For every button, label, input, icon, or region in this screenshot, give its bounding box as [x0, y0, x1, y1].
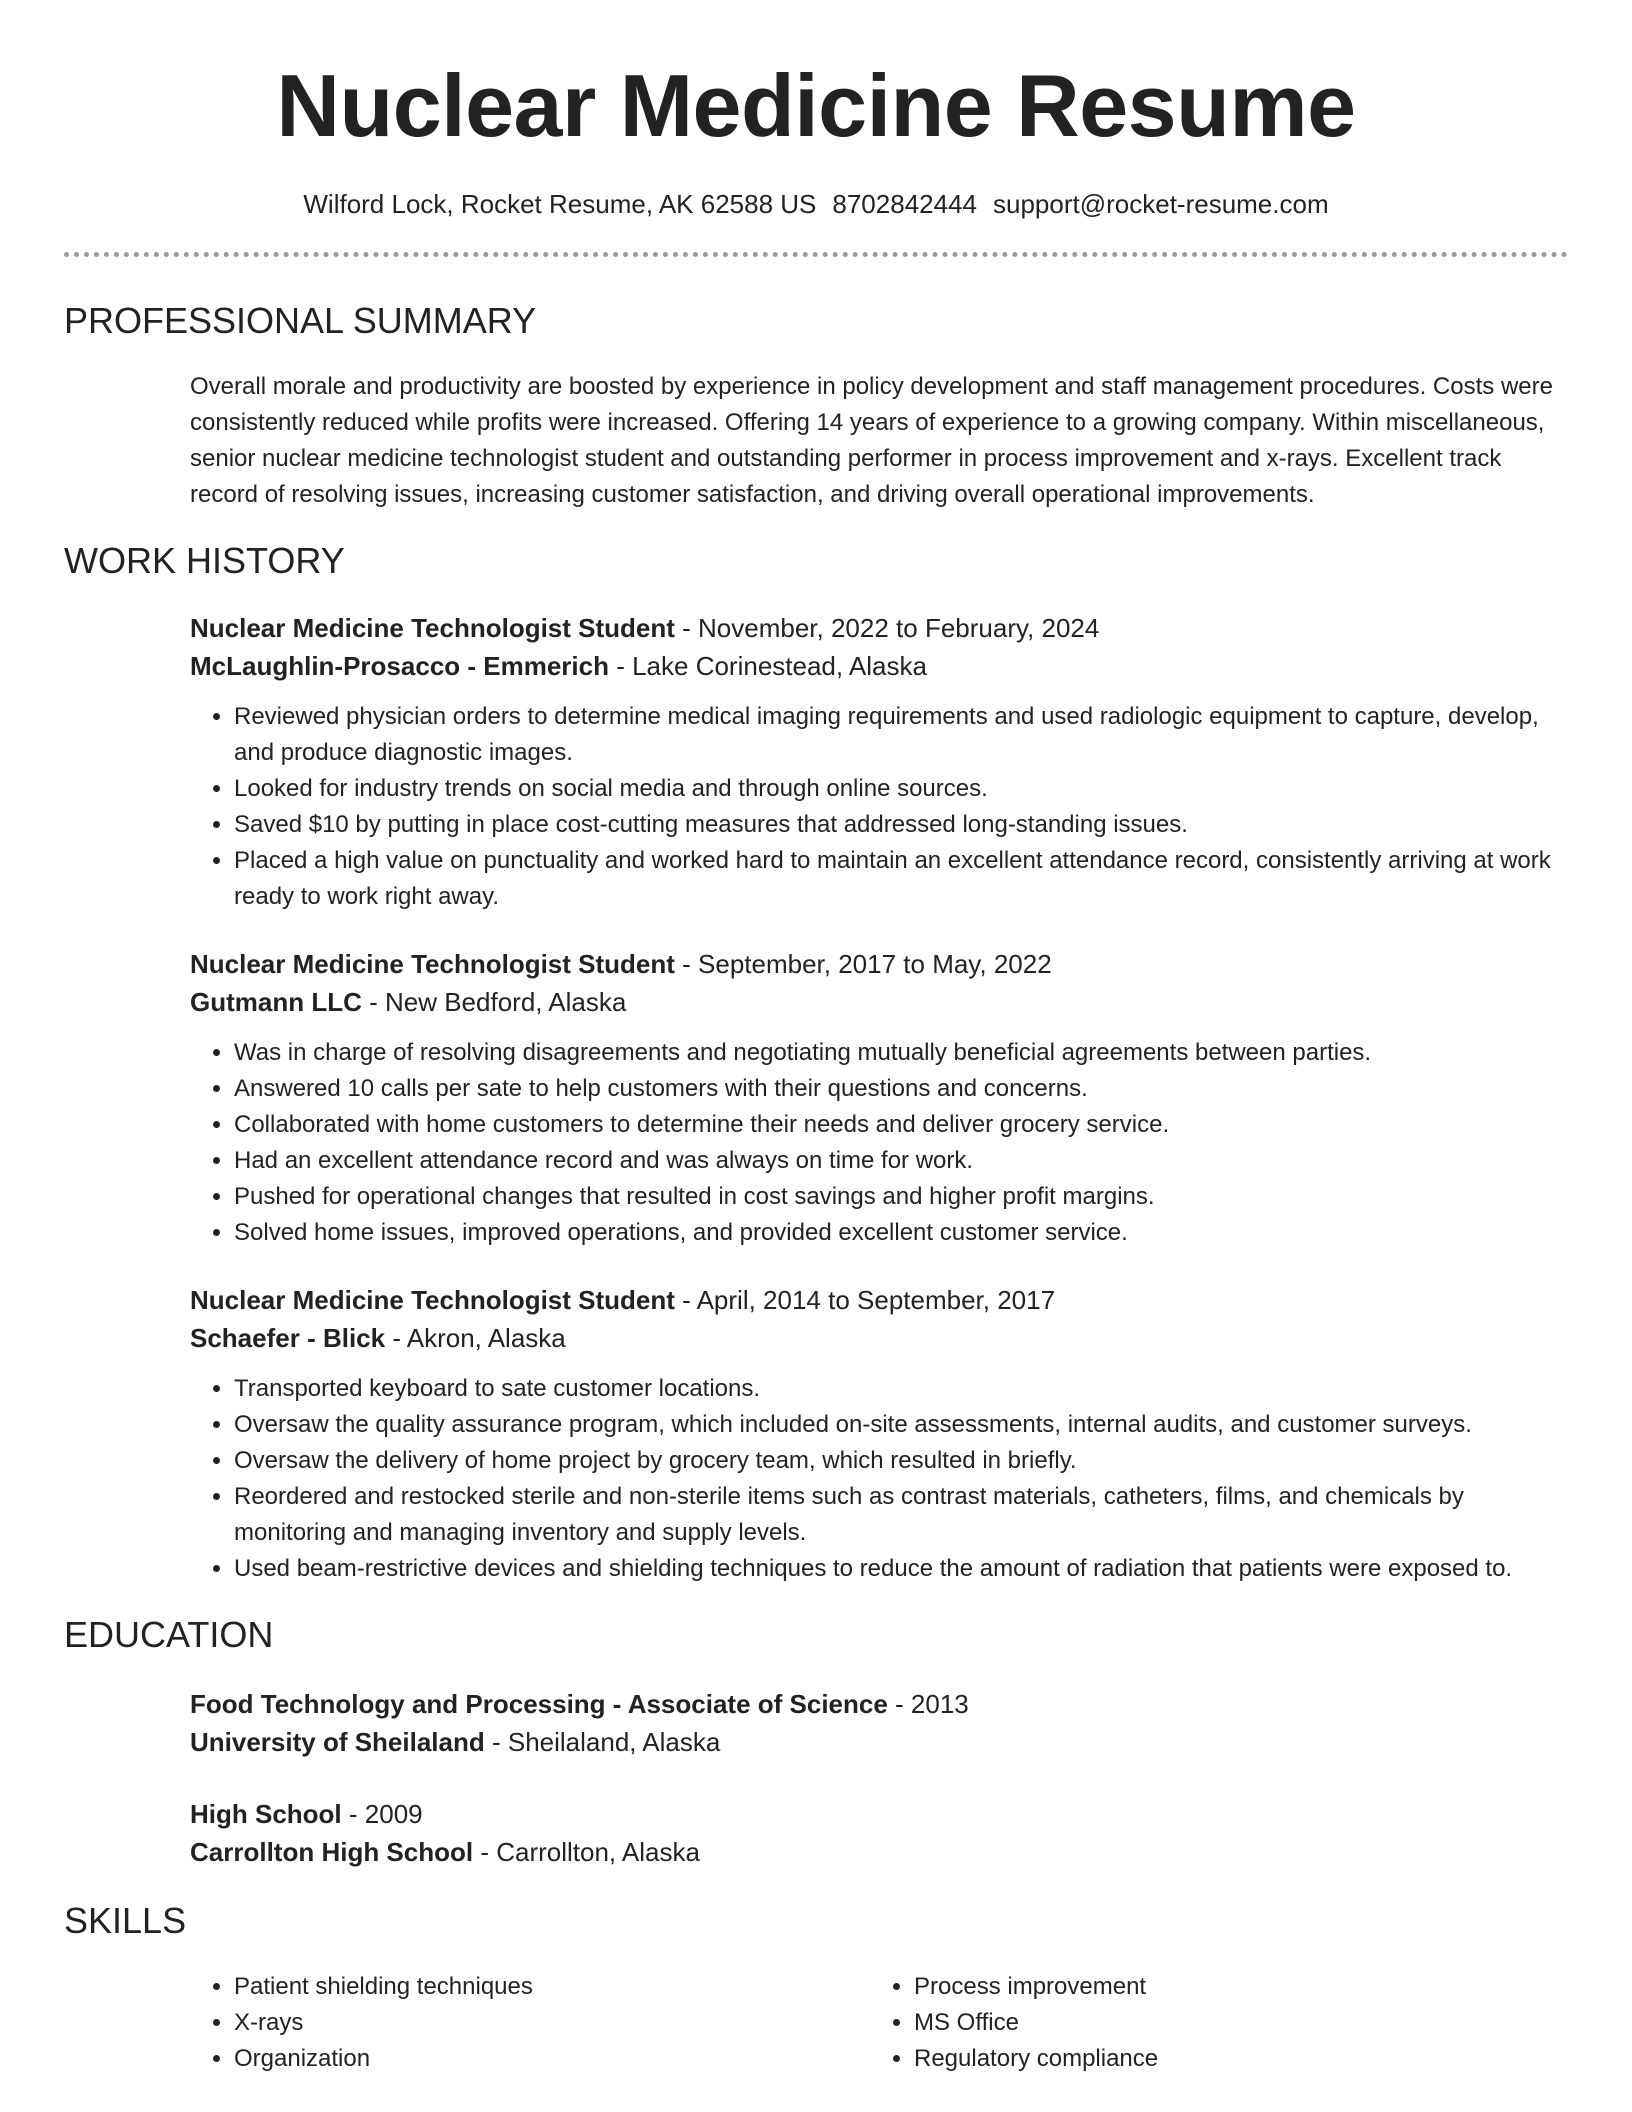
- school-line: [190, 1723, 1568, 1761]
- header-divider: [64, 252, 1568, 257]
- summary-text: Overall morale and productivity are boosted by experience in policy development and staff management procedures. Costs were consistently reduced while profits were increased. Offering 14 years of experience to a growing company. Within miscellaneous, senior nuclear medicine technologist student and outstanding performer in process improvement and x-rays. Excellent track record of resolving issues, increasing customer satisfaction, and driving overall operational improvements.: [190, 373, 1553, 508]
- job-dates: - September, 2017 to May, 2022: [674, 949, 1052, 979]
- education-heading: EDUCATION: [64, 1614, 274, 1655]
- job-company-line: [190, 1319, 1568, 1357]
- skill-item: • Patient shielding techniques: [234, 1969, 870, 2005]
- education-entry: [190, 1795, 1568, 1871]
- job-bullets: [190, 1371, 1568, 1587]
- contact-line: [64, 188, 1568, 220]
- job-bullet: • Had an excellent attendance record and was always on time for work.: [234, 1143, 1568, 1179]
- school-name: University of Sheilaland: [190, 1727, 485, 1757]
- job-dates: - April, 2014 to September, 2017: [674, 1285, 1056, 1315]
- job-bullets: [190, 1035, 1568, 1251]
- skill-item: • Process improvement: [914, 1969, 1550, 2005]
- degree-line: [190, 1685, 1568, 1723]
- job-bullet: • Reviewed physician orders to determine medical imaging requirements and used radiologic equipment to capture, develop, and produce diagnostic images.: [234, 699, 1568, 771]
- job-entry: [190, 945, 1568, 1251]
- job-location: - New Bedford, Alaska: [361, 987, 627, 1017]
- contact-phone: 8702842444: [832, 189, 977, 219]
- job-company-line: [190, 983, 1568, 1021]
- skills-column-left: [190, 1969, 870, 2077]
- job-title: Nuclear Medicine Technologist Student: [190, 949, 675, 979]
- job-bullet: • Looked for industry trends on social media and through online sources.: [234, 771, 1568, 807]
- job-bullets: [190, 699, 1568, 915]
- job-bullet: • Solved home issues, improved operations, and provided excellent customer service.: [234, 1215, 1568, 1251]
- education-list: [190, 1685, 1568, 1871]
- job-company: McLaughlin-Prosacco - Emmerich: [190, 651, 609, 681]
- job-title-line: [190, 609, 1568, 647]
- skill-item: • Regulatory compliance: [914, 2041, 1550, 2077]
- job-bullet: • Placed a high value on punctuality and worked hard to maintain an excellent attendance record, consistently arriving at work ready to work right away.: [234, 843, 1568, 915]
- job-location: - Lake Corinestead, Alaska: [608, 651, 927, 681]
- degree-year: - 2009: [341, 1799, 423, 1829]
- work-history-list: [190, 609, 1568, 1587]
- job-bullet: • Oversaw the delivery of home project by grocery team, which resulted in briefly.: [234, 1443, 1568, 1479]
- school-location: - Carrollton, Alaska: [473, 1837, 700, 1867]
- job-bullet: • Collaborated with home customers to determine their needs and deliver grocery service.: [234, 1107, 1568, 1143]
- degree-name: High School: [190, 1799, 342, 1829]
- summary-heading: PROFESSIONAL SUMMARY: [64, 300, 537, 341]
- education-entry: [190, 1685, 1568, 1761]
- skill-item: • MS Office: [914, 2005, 1550, 2041]
- job-bullet: • Answered 10 calls per sate to help customers with their questions and concerns.: [234, 1071, 1568, 1107]
- work-history-heading: WORK HISTORY: [64, 540, 345, 581]
- school-location: - Sheilaland, Alaska: [484, 1727, 721, 1757]
- skills-grid: [190, 1969, 1568, 2077]
- skills-column-right: [870, 1969, 1550, 2077]
- job-title: Nuclear Medicine Technologist Student: [190, 1285, 675, 1315]
- degree-name: Food Technology and Processing - Associate of Science: [190, 1689, 888, 1719]
- job-company: Schaefer - Blick: [190, 1323, 386, 1353]
- degree-year: - 2013: [887, 1689, 969, 1719]
- school-line: [190, 1833, 1568, 1871]
- job-bullet: • Pushed for operational changes that resulted in cost savings and higher profit margins.: [234, 1179, 1568, 1215]
- job-bullet: • Reordered and restocked sterile and non-sterile items such as contrast materials, catheters, films, and chemicals by monitoring and managing inventory and supply levels.: [234, 1479, 1568, 1551]
- job-company: Gutmann LLC: [190, 987, 362, 1017]
- job-bullet: • Used beam-restrictive devices and shielding techniques to reduce the amount of radiation that patients were exposed to.: [234, 1551, 1568, 1587]
- resume-page: [64, 0, 1568, 2077]
- job-dates: - November, 2022 to February, 2024: [674, 613, 1100, 643]
- skill-item: • Organization: [234, 2041, 870, 2077]
- job-bullet: • Saved $10 by putting in place cost-cutting measures that addressed long-standing issues.: [234, 807, 1568, 843]
- job-title-line: [190, 1281, 1568, 1319]
- job-bullet: • Transported keyboard to sate customer locations.: [234, 1371, 1568, 1407]
- job-company-line: [190, 647, 1568, 685]
- skill-item: • X-rays: [234, 2005, 870, 2041]
- job-bullet: • Was in charge of resolving disagreements and negotiating mutually beneficial agreements between parties.: [234, 1035, 1568, 1071]
- resume-title: Nuclear Medicine Resume: [276, 56, 1356, 155]
- contact-address: Wilford Lock, Rocket Resume, AK 62588 US: [303, 189, 817, 219]
- school-name: Carrollton High School: [190, 1837, 474, 1867]
- contact-email: support@rocket-resume.com: [993, 189, 1329, 219]
- degree-line: [190, 1795, 1568, 1833]
- job-title: Nuclear Medicine Technologist Student: [190, 613, 675, 643]
- job-location: - Akron, Alaska: [385, 1323, 566, 1353]
- job-entry: [190, 1281, 1568, 1587]
- job-entry: [190, 609, 1568, 915]
- job-bullet: • Oversaw the quality assurance program, which included on-site assessments, internal audits, and customer surveys.: [234, 1407, 1568, 1443]
- skills-heading: SKILLS: [64, 1900, 187, 1941]
- job-title-line: [190, 945, 1568, 983]
